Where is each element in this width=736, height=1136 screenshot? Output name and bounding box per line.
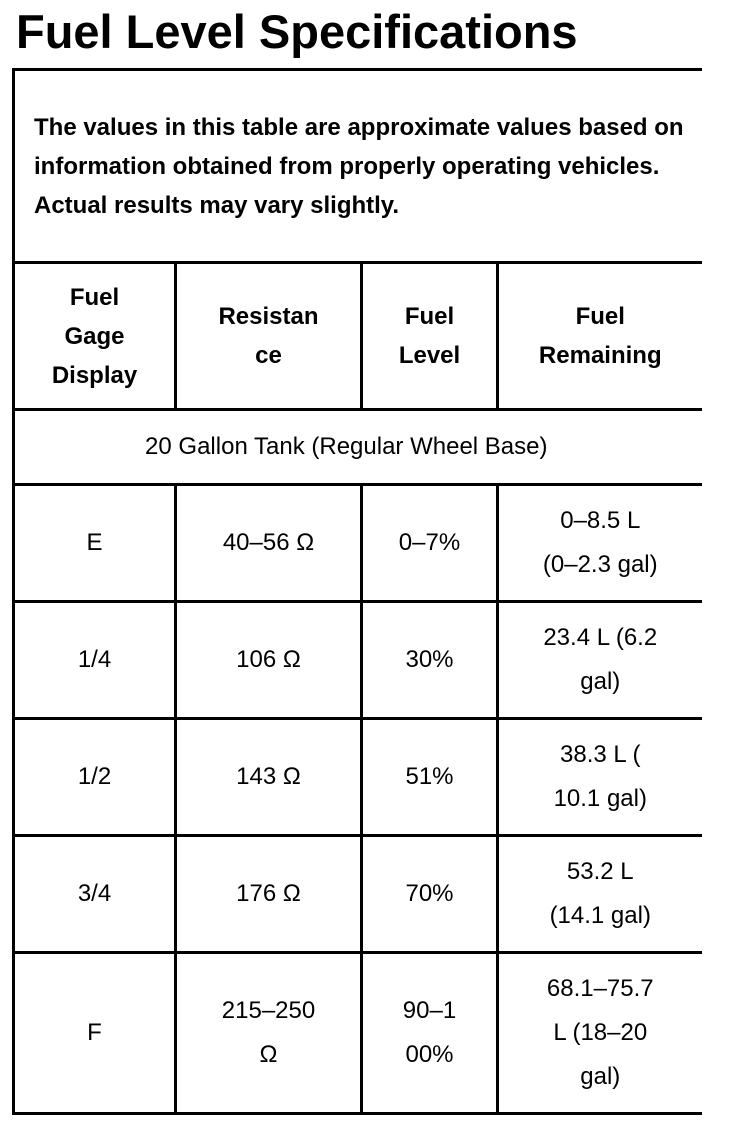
header-line: Remaining <box>538 342 662 369</box>
cell-remaining <box>498 485 702 602</box>
table-row <box>14 485 702 602</box>
cell-line: 215–250 <box>221 997 316 1024</box>
header-line: Fuel <box>69 283 120 311</box>
header-line: ce <box>255 342 282 369</box>
cell-display: 1/2 <box>14 719 176 836</box>
note-row <box>14 70 702 263</box>
header-line: Display <box>51 361 138 389</box>
table-row <box>14 602 702 719</box>
table-note: The values in this table are approximate values based on information obtained from properly operating vehicles. Actual results may vary slightly. <box>14 70 702 263</box>
cell-display: 1/4 <box>14 602 176 719</box>
cell-display: 3/4 <box>14 836 176 953</box>
page-title: Fuel Level Specifications <box>16 5 578 58</box>
cell-level <box>362 953 498 1114</box>
header-line: Resistan <box>218 303 319 330</box>
cell-line: 38.3 L ( <box>560 741 641 768</box>
header-row <box>14 263 702 410</box>
cell-line: gal) <box>580 1063 621 1090</box>
cell-line: 143 Ω <box>236 763 301 790</box>
cell-resistance <box>176 953 362 1114</box>
cell-line: (14.1 gal) <box>549 902 651 929</box>
table-row <box>14 953 702 1114</box>
cell-line: Ω <box>259 1041 278 1068</box>
cell-remaining <box>498 719 702 836</box>
cell-line: 176 Ω <box>236 880 301 907</box>
cell-remaining <box>498 836 702 953</box>
table-row <box>14 836 702 953</box>
cell-remaining <box>498 602 702 719</box>
cell-display: F <box>14 953 176 1114</box>
cell-resistance <box>176 485 362 602</box>
header-line: Gage <box>64 322 125 350</box>
section-row <box>14 410 702 485</box>
cell-line: 106 Ω <box>236 646 301 673</box>
header-fuel-remaining <box>498 263 702 410</box>
cell-line: 53.2 L <box>566 858 634 885</box>
cell-line: (0–2.3 gal) <box>542 551 658 578</box>
header-fuel-gage-display <box>14 263 176 410</box>
cell-resistance <box>176 719 362 836</box>
fuel-level-table <box>12 68 702 1115</box>
cell-line: 10.1 gal) <box>553 785 647 812</box>
cell-line: 00% <box>405 1041 454 1068</box>
header-line: Fuel <box>404 303 455 330</box>
cell-resistance <box>176 602 362 719</box>
cell-display: E <box>14 485 176 602</box>
cell-remaining <box>498 953 702 1114</box>
cell-level <box>362 602 498 719</box>
cell-line: 70% <box>405 880 454 907</box>
cell-line: 0–7% <box>398 529 461 556</box>
cell-line: L (18–20 <box>553 1019 648 1046</box>
cell-line: 30% <box>405 646 454 673</box>
header-resistance <box>176 263 362 410</box>
cell-line: 68.1–75.7 <box>546 975 654 1002</box>
table-row <box>14 719 702 836</box>
header-line: Level <box>398 342 461 369</box>
cell-line: 0–8.5 L <box>560 507 641 534</box>
cell-line: 51% <box>405 763 454 790</box>
cell-level <box>362 485 498 602</box>
cell-line: gal) <box>580 668 621 695</box>
section-label: 20 Gallon Tank (Regular Wheel Base) <box>14 410 702 485</box>
cell-level <box>362 719 498 836</box>
header-line: Fuel <box>575 303 625 330</box>
cell-line: 90–1 <box>402 997 457 1024</box>
cell-resistance <box>176 836 362 953</box>
cell-line: 40–56 Ω <box>222 529 315 556</box>
header-fuel-level <box>362 263 498 410</box>
cell-line: 23.4 L (6.2 <box>543 624 658 651</box>
cell-level <box>362 836 498 953</box>
